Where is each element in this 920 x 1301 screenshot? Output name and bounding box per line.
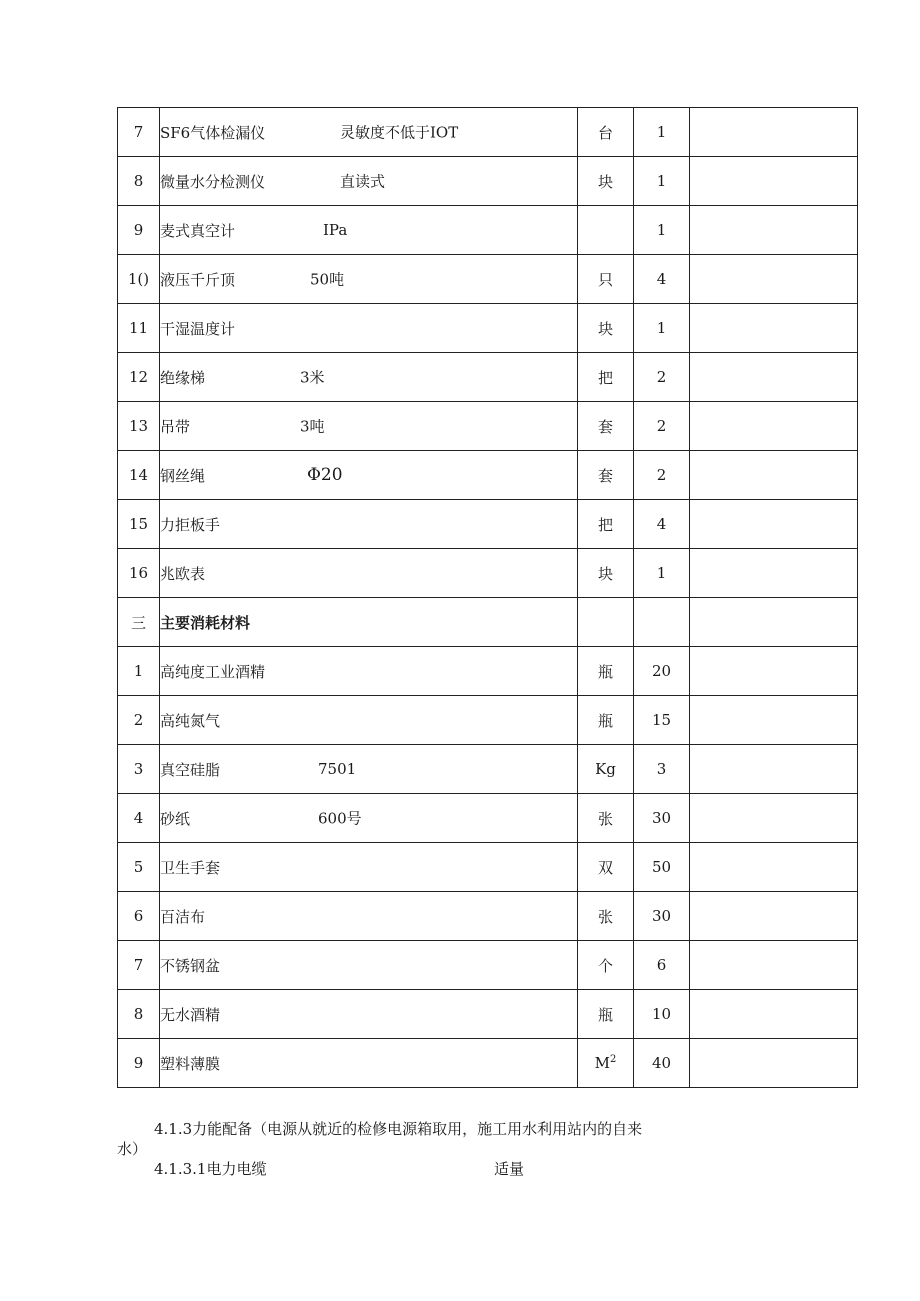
item-name: 绝缘梯 xyxy=(160,368,206,387)
table-row xyxy=(118,206,858,255)
item-name: 卫生手套 xyxy=(160,858,221,877)
item-unit-text: 台 xyxy=(597,123,613,142)
item-name-cell xyxy=(160,647,578,696)
row-number: 9 xyxy=(118,206,160,255)
item-unit xyxy=(578,647,634,696)
table-row xyxy=(118,598,858,647)
row-number: 4 xyxy=(118,794,160,843)
item-unit-text: 只 xyxy=(597,270,613,289)
item-unit-text: 瓶 xyxy=(597,662,613,681)
item-remark xyxy=(690,745,858,794)
table-row xyxy=(118,990,858,1039)
item-spec: 3米 xyxy=(300,368,325,387)
item-name-cell xyxy=(160,304,578,353)
item-unit-text: 个 xyxy=(597,956,613,975)
item-quantity xyxy=(634,598,690,647)
item-unit-text: 套 xyxy=(597,466,613,485)
item-unit-text: Kg xyxy=(595,760,616,778)
row-number: 7 xyxy=(118,941,160,990)
item-name: 麦式真空计 xyxy=(160,221,236,240)
item-remark xyxy=(690,647,858,696)
item-quantity: 1 xyxy=(634,108,690,157)
item-unit xyxy=(578,353,634,402)
item-remark xyxy=(690,206,858,255)
item-unit xyxy=(578,941,634,990)
item-remark xyxy=(690,500,858,549)
item-quantity: 40 xyxy=(634,1039,690,1088)
unit-superscript: 2 xyxy=(609,1054,617,1065)
item-quantity: 30 xyxy=(634,794,690,843)
row-number: 3 xyxy=(118,745,160,794)
item-spec: 7501 xyxy=(318,760,357,778)
item-unit xyxy=(578,108,634,157)
item-remark xyxy=(690,451,858,500)
item-spec: 灵敏度不低于IOT xyxy=(340,123,459,142)
equipment-table xyxy=(117,107,858,1088)
item-unit-text: M xyxy=(594,1054,610,1072)
row-number: 7 xyxy=(118,108,160,157)
item-remark xyxy=(690,108,858,157)
item-remark xyxy=(690,696,858,745)
item-remark xyxy=(690,843,858,892)
row-number: 11 xyxy=(118,304,160,353)
item-unit xyxy=(578,892,634,941)
item-quantity: 4 xyxy=(634,500,690,549)
item-name: SF6气体检漏仪 xyxy=(160,123,266,142)
item-unit xyxy=(578,549,634,598)
item-name: 不锈钢盆 xyxy=(160,956,221,975)
item-name-cell xyxy=(160,941,578,990)
item-remark xyxy=(690,892,858,941)
item-unit xyxy=(578,402,634,451)
paragraph-cable-value: 适量 xyxy=(494,1160,525,1178)
item-unit-text: 张 xyxy=(597,907,613,926)
item-name: 高纯氮气 xyxy=(160,711,221,730)
item-unit xyxy=(578,745,634,794)
item-name-cell xyxy=(160,451,578,500)
item-unit-text: 套 xyxy=(597,417,613,436)
table-row xyxy=(118,745,858,794)
item-remark xyxy=(690,157,858,206)
item-remark xyxy=(690,598,858,647)
item-unit xyxy=(578,794,634,843)
item-unit-text: 块 xyxy=(597,564,613,583)
row-number: 8 xyxy=(118,157,160,206)
item-name: 兆欧表 xyxy=(160,564,206,583)
item-quantity: 3 xyxy=(634,745,690,794)
item-remark xyxy=(690,549,858,598)
item-spec: 3吨 xyxy=(300,417,325,436)
item-unit-text: 把 xyxy=(597,515,613,534)
item-spec: IPa xyxy=(323,221,348,239)
item-name: 高纯度工业酒精 xyxy=(160,662,266,681)
item-spec: 50吨 xyxy=(310,270,345,289)
table-row xyxy=(118,402,858,451)
item-name: 干湿温度计 xyxy=(160,319,236,338)
item-unit xyxy=(578,255,634,304)
item-name: 无水酒精 xyxy=(160,1005,221,1024)
item-quantity: 1 xyxy=(634,157,690,206)
row-number: 8 xyxy=(118,990,160,1039)
item-remark xyxy=(690,990,858,1039)
item-name-cell xyxy=(160,108,578,157)
item-quantity: 20 xyxy=(634,647,690,696)
table-row xyxy=(118,255,858,304)
row-number: 1() xyxy=(118,255,160,304)
item-name: 砂纸 xyxy=(160,809,191,828)
item-quantity: 15 xyxy=(634,696,690,745)
item-name-cell xyxy=(160,598,578,647)
table-row xyxy=(118,794,858,843)
paragraph-power-supply: 4.1.3力能配备（电源从就近的检修电源箱取用，施工用水利用站内的自来 xyxy=(154,1120,643,1138)
item-name-cell xyxy=(160,794,578,843)
item-remark xyxy=(690,353,858,402)
row-number: 1 xyxy=(118,647,160,696)
item-name: 吊带 xyxy=(160,417,191,436)
item-name-cell xyxy=(160,549,578,598)
item-name-cell xyxy=(160,843,578,892)
item-unit xyxy=(578,990,634,1039)
item-quantity: 1 xyxy=(634,206,690,255)
item-name-cell xyxy=(160,402,578,451)
item-unit xyxy=(578,696,634,745)
table-row xyxy=(118,892,858,941)
row-number: 9 xyxy=(118,1039,160,1088)
item-name: 液压千斤顶 xyxy=(160,270,236,289)
table-row xyxy=(118,549,858,598)
table-row xyxy=(118,108,858,157)
row-number: 16 xyxy=(118,549,160,598)
table-row xyxy=(118,304,858,353)
table-row xyxy=(118,353,858,402)
table-row xyxy=(118,843,858,892)
item-name-cell xyxy=(160,1039,578,1088)
item-name: 主要消耗材料 xyxy=(160,613,251,632)
item-quantity: 1 xyxy=(634,304,690,353)
row-number: 6 xyxy=(118,892,160,941)
table-row xyxy=(118,500,858,549)
row-number: 14 xyxy=(118,451,160,500)
item-quantity: 10 xyxy=(634,990,690,1039)
item-unit xyxy=(578,500,634,549)
item-name: 百洁布 xyxy=(160,907,206,926)
item-name-cell xyxy=(160,696,578,745)
item-remark xyxy=(690,1039,858,1088)
item-spec: 600号 xyxy=(318,809,362,828)
item-unit xyxy=(578,206,634,255)
item-unit xyxy=(578,598,634,647)
item-name-cell xyxy=(160,353,578,402)
table-row xyxy=(118,647,858,696)
item-unit xyxy=(578,843,634,892)
item-name: 钢丝绳 xyxy=(160,466,206,485)
item-name: 真空硅脂 xyxy=(160,760,221,779)
row-number: 15 xyxy=(118,500,160,549)
item-name: 微量水分检测仪 xyxy=(160,172,266,191)
table-row xyxy=(118,157,858,206)
item-unit-text: 把 xyxy=(597,368,613,387)
item-unit xyxy=(578,451,634,500)
item-remark xyxy=(690,304,858,353)
row-number: 三 xyxy=(118,598,160,647)
item-quantity: 2 xyxy=(634,353,690,402)
item-quantity: 2 xyxy=(634,451,690,500)
item-unit-text: 双 xyxy=(597,858,613,877)
item-quantity: 50 xyxy=(634,843,690,892)
row-number: 12 xyxy=(118,353,160,402)
table-row xyxy=(118,696,858,745)
item-remark xyxy=(690,255,858,304)
item-remark xyxy=(690,941,858,990)
item-unit-text: 张 xyxy=(597,809,613,828)
item-name-cell xyxy=(160,892,578,941)
row-number: 2 xyxy=(118,696,160,745)
item-quantity: 2 xyxy=(634,402,690,451)
item-quantity: 30 xyxy=(634,892,690,941)
item-remark xyxy=(690,794,858,843)
item-spec: Φ20 xyxy=(307,465,343,485)
table-row xyxy=(118,451,858,500)
item-name-cell xyxy=(160,157,578,206)
item-name: 塑料薄膜 xyxy=(160,1054,221,1073)
item-name-cell xyxy=(160,990,578,1039)
item-unit-text: 瓶 xyxy=(597,1005,613,1024)
item-remark xyxy=(690,402,858,451)
item-unit xyxy=(578,157,634,206)
item-name-cell xyxy=(160,255,578,304)
row-number: 5 xyxy=(118,843,160,892)
item-unit-text: 瓶 xyxy=(597,711,613,730)
item-quantity: 4 xyxy=(634,255,690,304)
item-spec: 直读式 xyxy=(340,172,386,191)
table-row xyxy=(118,1039,858,1088)
item-unit xyxy=(578,1039,634,1088)
item-name: 力拒板手 xyxy=(160,515,221,534)
item-unit-text: 块 xyxy=(597,319,613,338)
item-name-cell xyxy=(160,206,578,255)
paragraph-power-supply-cont: 水） xyxy=(117,1140,148,1158)
item-quantity: 6 xyxy=(634,941,690,990)
item-unit-text: 块 xyxy=(597,172,613,191)
item-name-cell xyxy=(160,745,578,794)
row-number: 13 xyxy=(118,402,160,451)
item-name-cell xyxy=(160,500,578,549)
item-unit xyxy=(578,304,634,353)
item-quantity: 1 xyxy=(634,549,690,598)
paragraph-cable-label: 4.1.3.1电力电缆 xyxy=(154,1160,267,1178)
table-row xyxy=(118,941,858,990)
